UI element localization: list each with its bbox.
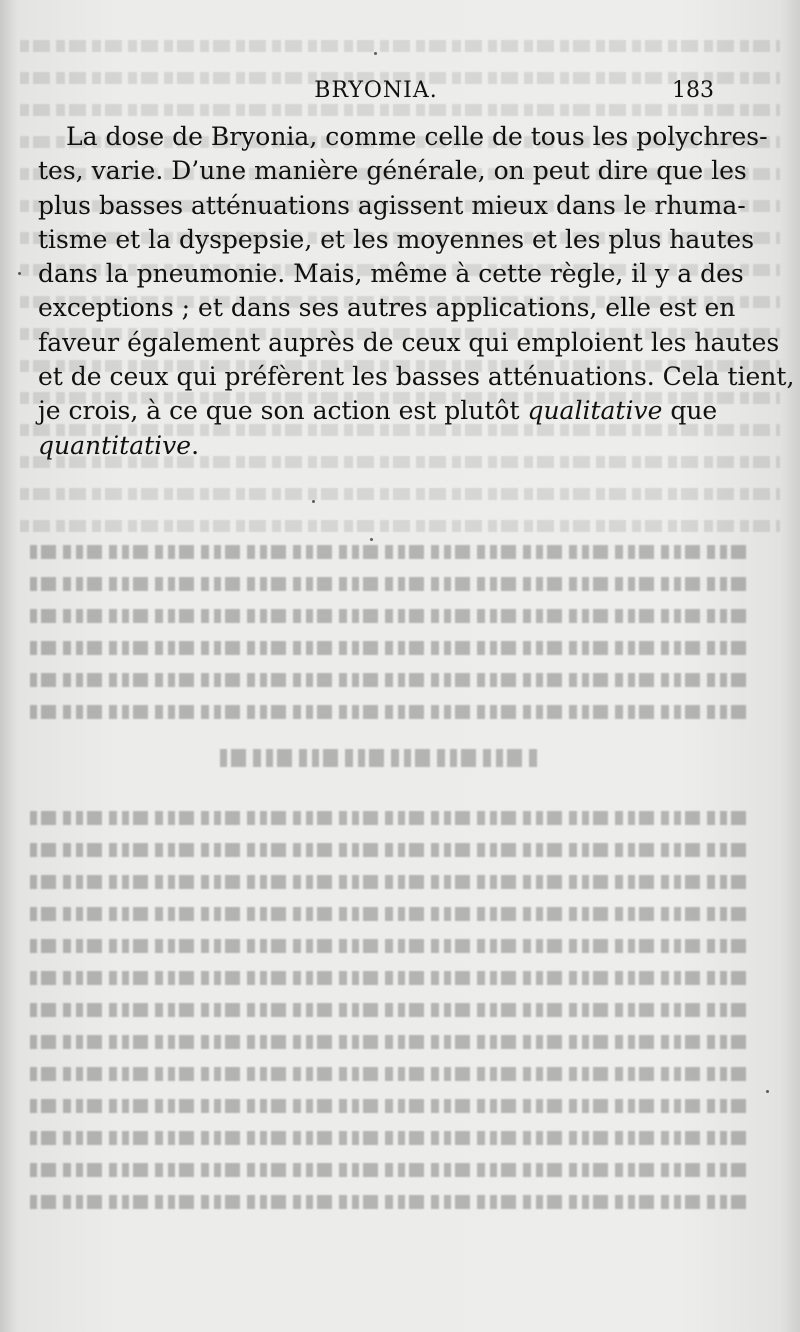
italic-term-quantitative: quantitative [38, 430, 192, 460]
print-speck [374, 52, 377, 55]
text-line: La dose de Bryonia, comme celle de tous les polychres- [66, 122, 768, 151]
text-line: tes, varie. D’une manière générale, on peut dire que les [38, 156, 747, 186]
text-segment: . [191, 430, 200, 460]
print-speck [766, 1090, 769, 1093]
page-number: 183 [672, 78, 714, 103]
page-header [38, 78, 714, 112]
text-line: plus basses atténuations agissent mieux dans le rhuma- [38, 190, 746, 220]
italic-term-qualitative: qualitative [527, 396, 663, 426]
text-line [38, 429, 714, 463]
text-line: et de ceux qui préfèrent les basses atténuations. Cela tient, [38, 362, 795, 392]
print-speck [18, 272, 21, 275]
text-line [38, 394, 718, 428]
print-speck [312, 500, 315, 503]
text-line: exceptions ; et dans ses autres applications, elle est en [38, 293, 736, 323]
mirrored-offset-text [30, 545, 750, 1305]
body-paragraph [38, 120, 795, 463]
text-line: tisme et la dyspepsie, et les moyennes et les plus hautes [38, 224, 755, 254]
text-segment: que [662, 396, 718, 426]
text-line: faveur également auprès de ceux qui emploient les hautes [38, 327, 780, 357]
text-line: dans la pneumonie. Mais, même à cette règle, il y a des [38, 259, 744, 289]
text-segment: je crois, à ce que son action est plutôt [38, 396, 528, 426]
running-head: BRYONIA. [314, 78, 438, 103]
print-speck [370, 538, 373, 541]
